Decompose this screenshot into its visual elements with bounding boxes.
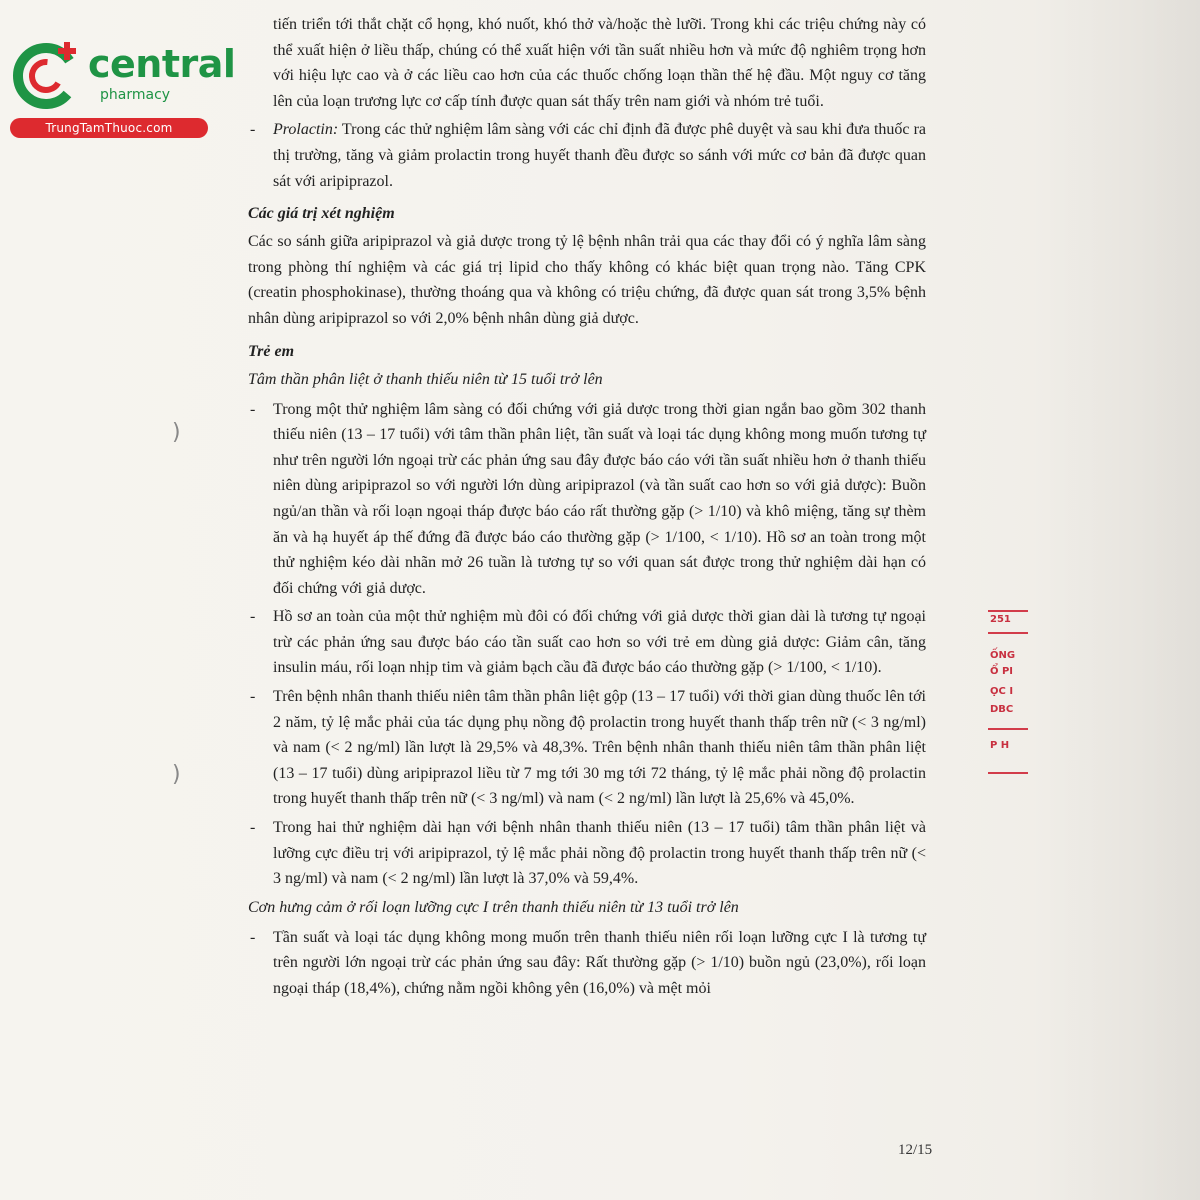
scan-artifact-mark: ) (172, 762, 181, 787)
bullet-paragraph (248, 604, 926, 681)
bullet-text: Trong một thử nghiệm lâm sàng có đối chứng với giả dược trong thời gian ngắn bao gồm 302 thanh thiếu niên (13 – 17 tuổi) với tâm thần phân liệt, tần suất và loại tác dụng không mong muốn tương tự như trên người lớn ngoại trừ các phản ứng sau đây được báo cáo với tần suất nhiều hơn ở thanh thiếu niên dùng aripiprazol so với người lớn dùng aripiprazol (và tần suất cao hơn so với giả dược): Buồn ngủ/an thần và rối loạn ngoại tháp được báo cáo rất thường gặp (> 1/10) và khô miệng, tăng sự thèm ăn và hạ huyết áp thế đứng đã được báo cáo thường gặp (> 1/100, < 1/10). Hồ sơ an toàn trong một thử nghiệm kéo dài nhãn mở 26 tuần là tương tự so với quan sát được trong thử nghiệm dài hạn có đối chứng với giả dược. (273, 400, 926, 597)
bullet-paragraph (248, 12, 926, 114)
stamp-text: P H (990, 740, 1010, 751)
bullet-continuation: tiến triển tới thắt chặt cổ họng, khó nuốt, khó thở và/hoặc thè lưỡi. Trong khi các triệu chứng này có thể xuất hiện ở liều thấp, chúng có thể xuất hiện với tần suất nhiều hơn và mức độ nghiêm trọng hơn với hiệu lực cao và ở các liều cao hơn của các thuốc chống loạn thần thế hệ đầu. Một nguy cơ tăng lên của loạn trương lực cơ cấp tính được quan sát thấy trên nam giới và nhóm trẻ tuổi. (273, 16, 926, 110)
bullet-paragraph (248, 397, 926, 602)
stamp-text: 251 (990, 614, 1011, 625)
document-body (248, 12, 926, 1002)
bullet-text: Trong hai thử nghiệm dài hạn với bệnh nhân thanh thiếu niên (13 – 17 tuổi) tâm thần phân liệt và lưỡng cực điều trị với aripiprazol, tỷ lệ mắc phải nồng độ prolactin trong huyết thanh thấp trên nữ (< 3 ng/ml) và nam (< 2 ng/ml) lần lượt là 37,0% và 59,4%. (273, 819, 926, 888)
page-edge-shadow (1030, 0, 1200, 1200)
central-pharmacy-logo[interactable] (10, 38, 236, 138)
section-heading: Các giá trị xét nghiệm (248, 205, 395, 223)
stamp-text: ỐNG (990, 650, 1016, 661)
bullet-dash: - (250, 121, 256, 139)
section-heading: Trẻ em (248, 342, 295, 360)
prolactin-term: Prolactin: (273, 121, 339, 139)
pharmacy-logo-icon (10, 38, 90, 114)
subsection-heading: Tâm thần phân liệt ở thanh thiếu niên từ 15 tuổi trở lên (248, 370, 603, 388)
bullet-paragraph (248, 815, 926, 892)
bullet-paragraph (248, 925, 926, 1002)
bullet-dash: - (250, 688, 256, 706)
bullet-dash: - (250, 819, 256, 837)
bullet-dash: - (250, 400, 256, 418)
bullet-dash: - (250, 928, 256, 946)
bullet-dash: - (250, 608, 256, 626)
logo-name: central (88, 42, 236, 86)
paragraph: Các so sánh giữa aripiprazol và giả dược trong tỷ lệ bệnh nhân trải qua các thay đổi có ý nghĩa lâm sàng trong phòng thí nghiệm và các giá trị lipid cho thấy không có khác biệt quan trọng nào. Tăng CPK (creatin phosphokinase), thường thoáng qua và không có triệu chứng, đã được quan sát trong 3,5% bệnh nhân dùng aripiprazol so với 2,0% bệnh nhân dùng giả dược. (248, 233, 926, 327)
stamp-text: DBC (990, 704, 1014, 715)
prolactin-text: Trong các thử nghiệm lâm sàng với các chỉ định đã được phê duyệt và sau khi đưa thuốc ra thị trường, tăng và giảm prolactin trong huyết thanh đều được so sánh với mức cơ bản đã được quan sát với aripiprazol. (273, 121, 926, 190)
logo-domain-badge: TrungTamThuoc.com (10, 118, 208, 138)
bullet-paragraph (248, 684, 926, 812)
scan-artifact-mark: ) (172, 420, 181, 445)
bullet-text: Tần suất và loại tác dụng không mong muốn trên thanh thiếu niên rối loạn lưỡng cực I là tương tự trên người lớn ngoại trừ các phản ứng sau đây: Rất thường gặp (> 1/10) buồn ngủ (23,0%), rối loạn ngoại tháp (18,4%), chứng nằm ngồi không yên (16,0%) và mệt mỏi (273, 928, 926, 997)
subsection-heading: Cơn hưng cảm ở rối loạn lưỡng cực I trên thanh thiếu niên từ 13 tuổi trở lên (248, 898, 739, 916)
red-stamp-fragment (988, 600, 1028, 780)
stamp-text: Ổ PI (990, 666, 1014, 677)
logo-subtitle: pharmacy (100, 87, 171, 103)
stamp-text: ỌC I (990, 686, 1014, 697)
bullet-text: Trên bệnh nhân thanh thiếu niên tâm thần phân liệt gộp (13 – 17 tuổi) với thời gian dùng thuốc lên tới 2 năm, tỷ lệ mắc phải của tác dụng phụ nồng độ prolactin trong huyết thanh thấp trên nữ (< 3 ng/ml) và nam (< 2 ng/ml) lần lượt là 29,5% và 48,3%. Trên bệnh nhân thanh thiếu niên tâm thần phân liệt (13 – 17 tuổi) dùng aripiprazol liều từ 7 mg tới 30 mg tới 72 tháng, tỷ lệ mắc phải nồng độ prolactin trong huyết thanh thấp trên nữ (< 3 ng/ml) và nam (< 2 ng/ml) lần lượt là 25,6% và 45,0%. (273, 688, 926, 808)
page-number: 12/15 (898, 1142, 933, 1158)
bullet-paragraph (248, 117, 926, 194)
bullet-text: Hồ sơ an toàn của một thử nghiệm mù đôi có đối chứng với giả dược thời gian dài là tương tự ngoại trừ các phản ứng sau được báo cáo tần suất cao hơn so với trẻ em dùng giả dược: Giảm cân, tăng insulin máu, rối loạn nhịp tim và giảm bạch cầu đã được báo cáo thường gặp (> 1/100, < 1/10). (273, 608, 926, 677)
